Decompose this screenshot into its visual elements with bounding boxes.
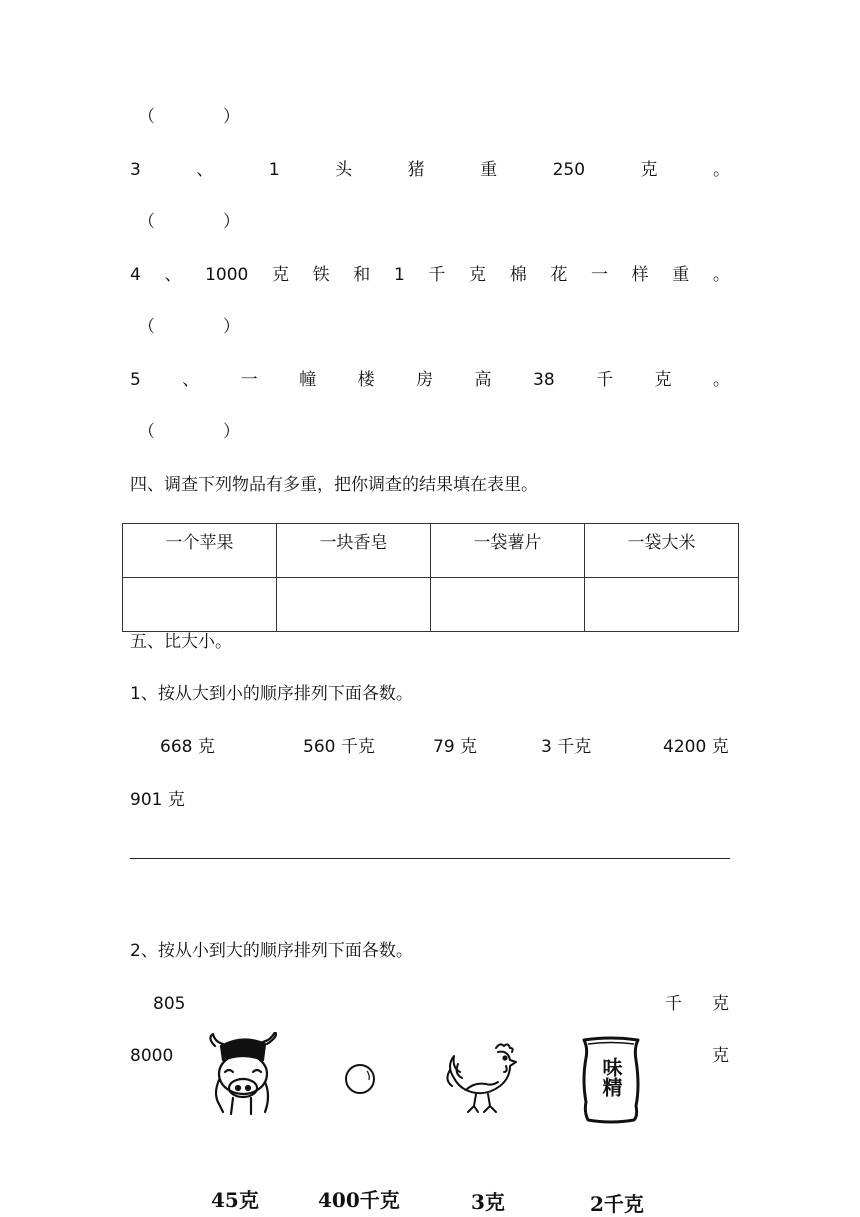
- q1-prompt: 1、按从大到小的顺序排列下面各数。: [130, 684, 413, 704]
- q1-value: 560 千克: [303, 737, 375, 757]
- table-header-cell: 一块香皂: [277, 524, 431, 578]
- q2-value: 805: [153, 994, 186, 1014]
- q2-value: 克: [712, 994, 729, 1014]
- judge-item-3: 3 、 1 头 猪 重 250 克 。: [130, 160, 730, 180]
- q2-value: 8000: [130, 1046, 174, 1066]
- answer-line[interactable]: [130, 858, 730, 859]
- section-5-title: 五、比大小。: [130, 632, 232, 652]
- answer-paren-5[interactable]: （ ）: [138, 422, 240, 442]
- answer-paren-2[interactable]: （ ）: [138, 107, 240, 127]
- q2-value: 克: [712, 1046, 729, 1066]
- bag-label: 味精: [599, 1057, 623, 1097]
- q1-value: 668 克: [160, 737, 215, 757]
- answer-paren-3[interactable]: （ ）: [138, 212, 240, 232]
- judge-item-5: 5 、 一 幢 楼 房 高 38 千 克 。: [130, 370, 730, 390]
- weight-label: 45克: [211, 1188, 259, 1212]
- ball-icon: [343, 1062, 377, 1096]
- q1-value: 901 克: [130, 790, 185, 810]
- section-4-title: 四、调查下列物品有多重，把你调查的结果填在表里。: [130, 475, 538, 495]
- answer-cell[interactable]: [277, 578, 431, 632]
- rooster-icon: [444, 1042, 522, 1116]
- weight-label: 3克: [471, 1190, 505, 1214]
- table-header-cell: 一袋薯片: [431, 524, 585, 578]
- table-header-cell: 一袋大米: [585, 524, 739, 578]
- judge-item-4: 4 、 1000 克 铁 和 1 千 克 棉 花 一 样 重 。: [130, 265, 730, 285]
- weight-label: 400千克: [318, 1188, 400, 1212]
- q1-value: 79 克: [433, 737, 478, 757]
- weight-label: 2千克: [590, 1192, 644, 1216]
- table-header-row: [123, 524, 739, 578]
- seasoning-bag-icon: [580, 1036, 642, 1124]
- q1-value: 3 千克: [541, 737, 592, 757]
- survey-table: [122, 523, 739, 632]
- q1-value: 4200 克: [663, 737, 729, 757]
- table-header-cell: 一个苹果: [123, 524, 277, 578]
- answer-paren-4[interactable]: （ ）: [138, 317, 240, 337]
- q2-prompt: 2、按从小到大的顺序排列下面各数。: [130, 941, 413, 961]
- answer-cell[interactable]: [585, 578, 739, 632]
- answer-cell[interactable]: [123, 578, 277, 632]
- answer-cell[interactable]: [431, 578, 585, 632]
- cow-icon: [205, 1032, 283, 1116]
- table-answer-row: [123, 578, 739, 632]
- q2-value: 千: [665, 994, 682, 1014]
